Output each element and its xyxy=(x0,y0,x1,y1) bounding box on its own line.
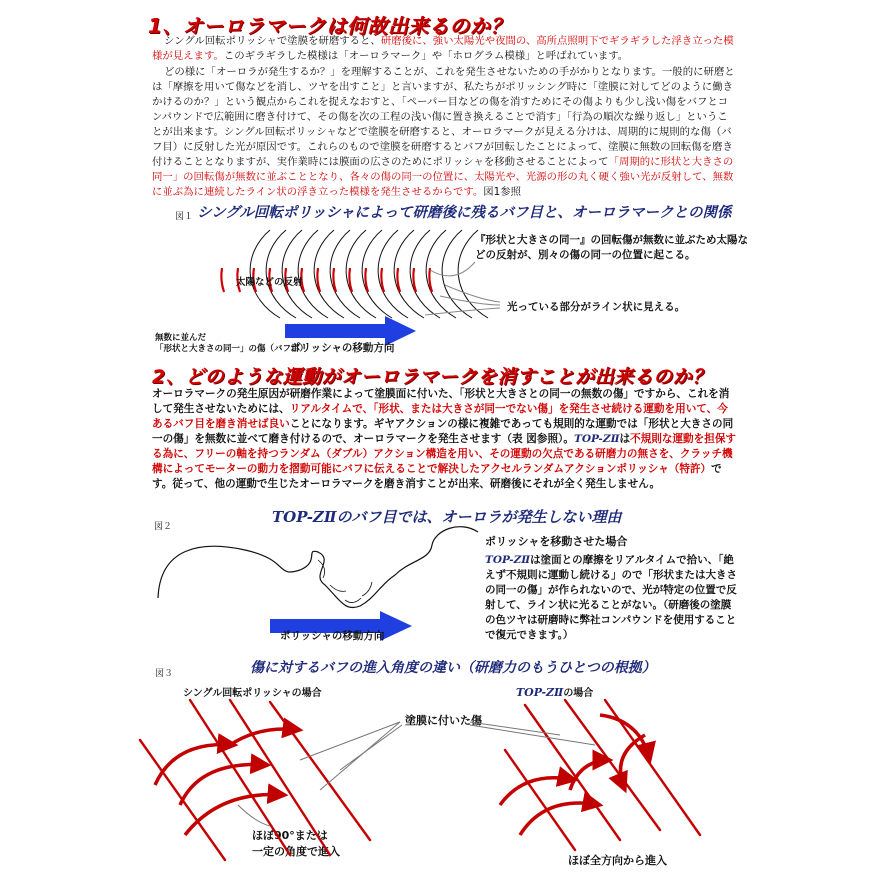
brand-logo-inline: TOP-ZⅡ xyxy=(573,433,620,445)
text-segment: 「周期的に形状と大きさの同一」の回転傷が無数に並ぶこととなり、各々の傷の同一の位置に、太陽光や、光源の形の丸く硬く強い光が反射して、無数に並ぶ為に連続したライン状の浮き立った模様を発生させるからです。 xyxy=(152,156,734,198)
text-segment: どの様に「オーロラが発生するか？」を理解することが、これを発生させないための手がかりとなります。一般的に研磨とは「摩擦を用いて傷などを消し、ツヤを出すこと」と言いますが、私たちがポリッシング時に「塗膜に対してどのように働きかけるのか？」という観点からこれを捉えなおすと、「ペーパー目などの傷を消すためにその傷よりも少し浅い傷をバフとコンパウンドで広範囲に磨き付けて、その傷を次の工程の浅い傷に置き換えることで消す」「行為の順次な繰り返し」ということが出来ます。シングル回転ポリッシャなどで塗膜を研磨すると、オーロラマークが見える分けは、周期的に規則的な傷（バフ目）に反射した光が原因です。これらのもので塗膜を研磨するとバフが回転したことによって、塗膜に無数の回転傷を磨き付けることとなりますが、実作業時には膜面の広さのためにポリッシャを移動させることによって xyxy=(152,66,735,168)
text-segment: です。従って、他の運動で生じたオーロラマークを磨き消すことが出来、研磨後にそれが全く発生しません。 xyxy=(152,463,722,490)
text-segment: シングル回転ポリッシャで塗膜を研磨すると、 xyxy=(164,35,381,47)
fig1-title: シングル回転ポリッシャによって研磨後に残るバフ目と、オーロラマークとの関係 xyxy=(197,205,732,221)
fig3-left-arrows xyxy=(155,729,300,835)
section2-heading: 2、どのような運動がオーロラマークを消すことが出来るのか？ xyxy=(152,366,712,388)
fig3-label: 図３ xyxy=(155,669,174,679)
fig3-scratch-label: 塗膜に付いた傷 xyxy=(405,714,482,727)
fig2-arrow-label: ポリッシャの移動方向 xyxy=(280,630,385,642)
fig3-right-scratches xyxy=(505,700,700,850)
fig1-note-line: 光っている部分がライン状に見える。 xyxy=(507,301,686,313)
section1-heading: 1、オーロラマークは何故出来るのか？ xyxy=(148,14,511,38)
fig3-title: 傷に対するバフの進入角度の違い（研磨力のもうひとつの根拠） xyxy=(250,660,656,676)
text-segment: 図1参照 xyxy=(483,186,522,198)
text-segment: このギラギラした模様は「オーロラマーク」や「ホログラム模様」と呼ばれています。 xyxy=(223,50,629,62)
fig3-right-title: の場合 xyxy=(563,688,594,699)
text-segment: 研磨後に、強い太陽光や夜間の、高所点照明下でギラギラした浮き立った模様が見えます。 xyxy=(152,35,734,62)
fig1-left-caption-1: 無数に並んだ xyxy=(155,333,207,343)
fig1-left-caption-2: 「形状と大きさの同一」の傷（バフ目） xyxy=(155,344,309,354)
text-segment: リアルタイムで、「形状、または大きさが同一でない傷」を発生させ続ける運動を用いて、今あるバフ目を磨き消せば良い xyxy=(152,403,728,430)
text-segment: オーロラマークの発生原因が研磨作業によって塗膜面に付いた、「形状と大きさとの同一の無数の傷」ですから、これを消して発生させないためには、 xyxy=(152,388,730,415)
fig3-brand-logo: TOP-ZⅡ xyxy=(516,686,564,699)
fig1-arrow-label: ポリッシャの移動方向 xyxy=(290,342,395,354)
fig3-left-title: シングル回転ポリッシャの場合 xyxy=(183,688,322,699)
fig1-label: 図１ xyxy=(175,212,194,222)
text-segment: は塗面との摩擦をリアルタイムで拾い、「絶えず不規則に運動し続ける」ので「形状または大きさの同一の傷」が作られないので、光が特定の位置で反射して、ライン状に光ることがない。（研磨後の塗膜の色ツヤは研磨時に弊社コンパウンドを使用することで復元できます。） xyxy=(485,554,737,641)
fig3-left-note-1: ほぼ90°または xyxy=(252,829,328,842)
text-segment: は xyxy=(619,433,631,445)
brand-logo-inline: TOP-ZⅡ xyxy=(485,554,531,566)
text-segment: ことになります。ギヤアクションの様に複雑であっても規則的な運動では「形状と大きさの同一の傷」を無数に並べて磨き付けるので、オーロラマークを発生させます（表 図参照）。 xyxy=(152,418,734,445)
fig1-note-top: 『形状と大きさの同一』の回転傷が無数に並ぶため太陽などの反射が、別々の傷の同一の位置に起こる。 xyxy=(475,234,748,261)
fig2-move-label: ポリッシャを移動させた場合 xyxy=(485,535,628,548)
fig1-reflect-label: 太陽などの反射 xyxy=(236,277,303,288)
fig3-left-scratches xyxy=(140,700,370,860)
fig2-title: のバフ目では、オーロラが発生しない理由 xyxy=(336,508,622,526)
fig3-right-note: ほぼ全方向から進入 xyxy=(568,854,667,867)
fig2-brand-logo: TOP-ZⅡ xyxy=(272,508,337,526)
fig2-label: 図２ xyxy=(154,522,173,532)
text-segment: 不規則な運動を担保する為に、フリーの軸を持つランダム（ダブル）アクション構造を用い、その運動の欠点である研磨力の無さを、クラッチ機構によってモーターの動力を摺動可能にバフに伝えることで解決したアクセルランダムアクションポリッシャ（特許） xyxy=(152,433,737,475)
fig3-left-note-2: 一定の角度で進入 xyxy=(252,845,340,858)
